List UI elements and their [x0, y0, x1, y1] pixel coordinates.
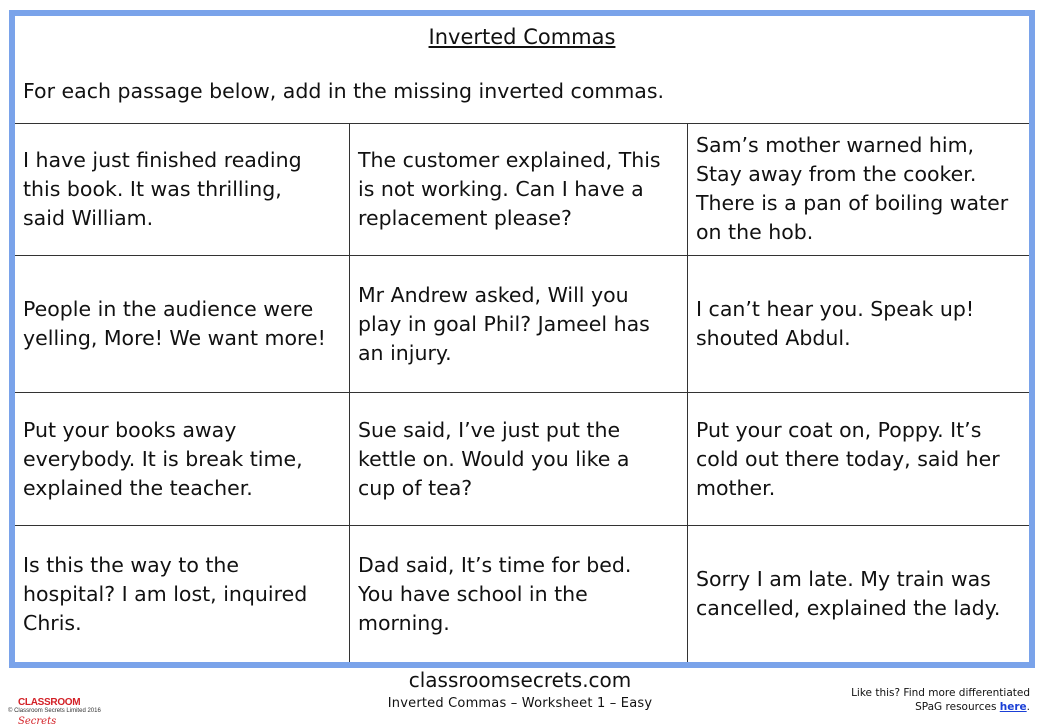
- passage-text: Dad said, It’s time for bed. You have school in the morning.: [358, 552, 632, 635]
- promo-line-2-text: SPaG resources: [915, 701, 1000, 713]
- footer-worksheet-label: Inverted Commas – Worksheet 1 – Easy: [387, 696, 653, 711]
- worksheet-frame: [9, 10, 1035, 668]
- passage-cell: [15, 526, 350, 662]
- passage-cell: [688, 393, 1029, 526]
- passage-grid: [15, 123, 1029, 662]
- promo-text: [851, 686, 1030, 714]
- passage-cell: [350, 256, 688, 393]
- passage-text: I can’t hear you. Speak up! shouted Abdul.: [696, 297, 975, 350]
- copyright-notice: © Classroom Secrets Limited 2016: [8, 708, 101, 714]
- passage-cell: [688, 123, 1029, 256]
- passage-text: The customer explained, This is not working. Can I have a replacement please?: [358, 147, 661, 230]
- logo-text-classroom: CLASSROOM: [18, 697, 81, 708]
- passage-cell: [350, 123, 688, 256]
- passage-text: Mr Andrew asked, Will you play in goal Phil? Jameel has an injury.: [358, 282, 650, 365]
- worksheet-header: [15, 16, 1029, 124]
- passage-cell: [15, 393, 350, 526]
- passage-text: Sam’s mother warned him, Stay away from the cooker. There is a pan of boiling water on the hob.: [696, 133, 1009, 244]
- promo-line-2: [851, 700, 1030, 714]
- passage-cell: [350, 393, 688, 526]
- footer-site-name: classroomsecrets.com: [408, 668, 632, 692]
- logo-text-secrets: Secrets: [18, 716, 57, 727]
- passage-text: Sorry I am late. My train was cancelled, explained the lady.: [696, 567, 1001, 620]
- passage-text: Put your books away everybody. It is break time, explained the teacher.: [23, 417, 303, 500]
- passage-cell: [15, 256, 350, 393]
- promo-line-1: Like this? Find more differentiated: [851, 687, 1030, 699]
- passage-cell: [15, 123, 350, 256]
- passage-text: Put your coat on, Poppy. It’s cold out there today, said her mother.: [696, 417, 1000, 500]
- passage-text: Sue said, I’ve just put the kettle on. Would you like a cup of tea?: [358, 417, 630, 500]
- worksheet-title: Inverted Commas: [428, 25, 616, 49]
- resources-link[interactable]: here: [999, 701, 1027, 713]
- worksheet-instructions: For each passage below, add in the missing inverted commas.: [23, 79, 665, 103]
- passage-text: I have just finished reading this book. It was thrilling, said William.: [23, 147, 302, 230]
- promo-line-2-end: .: [1026, 701, 1030, 713]
- passage-text: Is this the way to the hospital? I am lost, inquired Chris.: [23, 552, 308, 635]
- passage-cell: [350, 526, 688, 662]
- passage-cell: [688, 526, 1029, 662]
- passage-text: People in the audience were yelling, More! We want more!: [23, 297, 326, 350]
- passage-cell: [688, 256, 1029, 393]
